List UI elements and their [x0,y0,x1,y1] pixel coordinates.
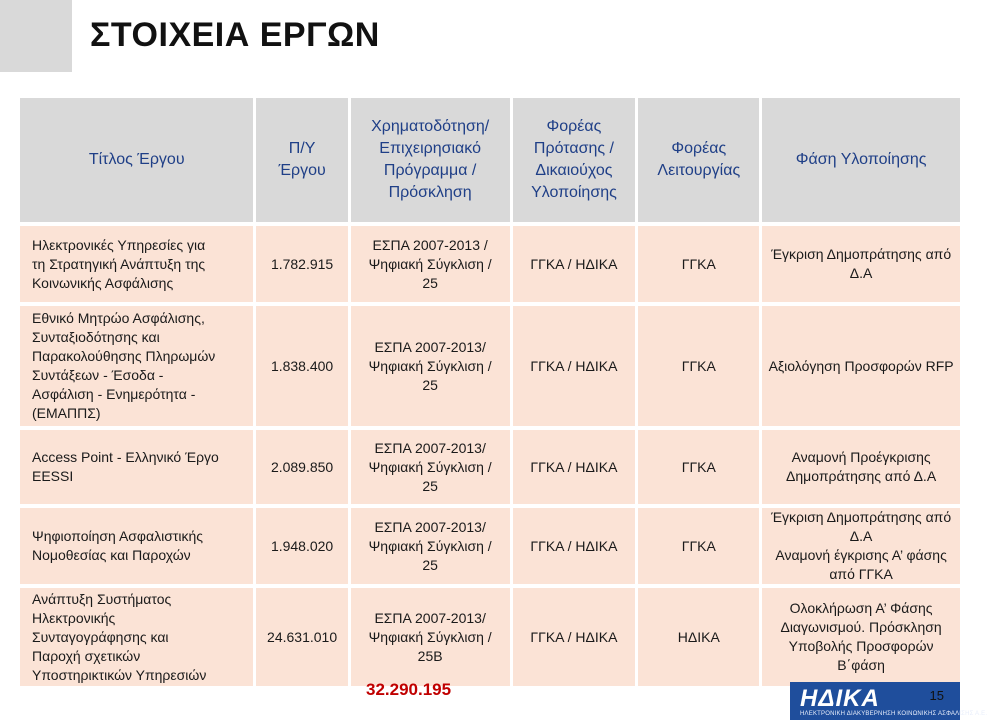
project-title: Ασφάλιση - Ενημερότητα - [32,386,196,402]
project-title: Παροχή σχετικών [32,647,141,664]
header-label: Λειτουργίας [657,162,741,179]
header-label: Φάση Υλοποίησης [795,151,927,168]
project-funding-cell [348,508,510,584]
project-operator-cell [635,306,759,426]
project-funding: 25 [422,477,438,494]
project-operator: ΓΓΚΑ [681,255,716,272]
project-phase-cell [759,508,960,584]
project-title: τη Στρατηγική Ανάπτυξη της [32,255,206,272]
project-budget-cell [253,508,347,584]
header-label: Τίτλος Έργου [88,151,185,168]
table-header-row [20,98,960,222]
project-phase-cell [759,430,960,504]
header-phase [759,98,960,222]
project-phase-cell [759,588,960,686]
project-phase: από ΓΓΚΑ [829,566,893,582]
project-budget: 1.948.020 [270,537,334,554]
project-budget: 1.782.915 [270,255,334,272]
project-phase: Αναμονή έγκρισης Α’ φάσης [775,547,947,563]
table-row [20,588,960,686]
project-proposer-cell [510,508,636,584]
project-funding-cell [348,430,510,504]
project-budget-cell [253,588,347,686]
project-phase: Υποβολής Προσφορών Β΄φάση [788,638,934,673]
project-operator: ΓΓΚΑ [681,537,716,554]
project-phase: Αξιολόγηση Προσφορών RFP [768,357,954,374]
project-phase: Δημοπράτησης από Δ.Α [786,468,937,484]
header-operator [635,98,759,222]
project-title: Συντάξεων - Έσοδα - [32,367,164,383]
header-budget [253,98,347,222]
logo-name: ΗΔΙΚΑ [800,685,880,712]
project-funding-cell [348,306,510,426]
project-operator-cell [635,226,759,302]
logo-subtitle: ΗΛΕΚΤΡΟΝΙΚΗ ΔΙΑΚΥΒΕΡΝΗΣΗ ΚΟΙΝΩΝΙΚΗΣ ΑΣΦΑΛΙΣΗΣ Α.Ε. [800,711,987,717]
project-funding: ΕΣΠΑ 2007-2013 / [372,236,488,253]
project-proposer: ΓΓΚΑ / ΗΔΙΚΑ [530,255,618,272]
project-title-cell [20,508,253,584]
project-budget: 24.631.010 [267,628,338,645]
project-funding: 25 [422,556,438,573]
header-title [20,98,253,222]
project-funding: 25 [422,274,438,291]
project-funding: ΕΣΠΑ 2007-2013/ [374,338,486,355]
header-label: Υλοποίησης [531,184,617,201]
project-title-cell [20,306,253,426]
project-title: Ηλεκτρονικές Υπηρεσίες για [32,236,206,253]
project-funding: Ψηφιακή Σύγκλιση / [368,628,492,645]
project-operator-cell [635,508,759,584]
project-funding: ΕΣΠΑ 2007-2013/ [374,609,486,626]
project-proposer: ΓΓΚΑ / ΗΔΙΚΑ [530,458,618,475]
project-funding: Ψηφιακή Σύγκλιση / [368,255,492,272]
project-operator: ΓΓΚΑ [681,458,716,475]
header-label: Χρηματοδότηση/ [371,118,490,135]
project-budget: 1.838.400 [270,357,334,374]
project-operator: ΗΔΙΚΑ [677,628,720,645]
header-label: Φορέας [671,140,727,157]
project-title: Access Point - Ελληνικό Έργο [32,449,219,465]
project-phase: Έγκριση Δημοπράτησης από Δ.Α [771,246,952,281]
project-funding: Ψηφιακή Σύγκλιση / [368,537,492,554]
project-title: Ηλεκτρονικής [32,609,116,626]
project-phase-cell [759,306,960,426]
project-title: Υποστηρικτικών Υπηρεσιών [32,666,207,683]
header-label: Δικαιούχος [535,162,613,179]
project-proposer: ΓΓΚΑ / ΗΔΙΚΑ [530,357,618,374]
project-title: Κοινωνικής Ασφάλισης [32,274,174,291]
header-proposer [510,98,636,222]
project-proposer-cell [510,588,636,686]
header-label: Επιχειρησιακό [379,140,481,157]
table-row [20,430,960,504]
project-funding: Ψηφιακή Σύγκλιση / [368,458,492,475]
project-budget-cell [253,430,347,504]
project-funding: 25 [422,376,438,393]
corner-decoration [0,0,72,72]
project-title: (ΕΜΑΠΠΣ) [32,405,101,421]
header-label: Πρότασης / [533,140,614,157]
header-label: Π/Υ [288,140,316,157]
table-row [20,508,960,584]
project-phase: Έγκριση Δημοπράτησης από Δ.Α [771,509,952,544]
project-budget: 2.089.850 [270,458,334,475]
project-title-cell [20,430,253,504]
project-title: Εθνικό Μητρώο Ασφάλισης, [32,310,205,326]
project-funding: ΕΣΠΑ 2007-2013/ [374,518,486,535]
project-title: Νομοθεσίας και Παροχών [32,547,191,563]
project-proposer: ΓΓΚΑ / ΗΔΙΚΑ [530,537,618,554]
project-proposer-cell [510,306,636,426]
project-operator-cell [635,430,759,504]
project-operator-cell [635,588,759,686]
project-proposer-cell [510,430,636,504]
projects-table [20,94,960,690]
project-title: Ανάπτυξη Συστήματος [32,590,172,607]
project-title: Συνταξιοδότησης και [32,329,160,345]
project-proposer: ΓΓΚΑ / ΗΔΙΚΑ [530,628,618,645]
project-phase-cell [759,226,960,302]
project-funding: ΕΣΠΑ 2007-2013/ [374,439,486,456]
project-funding-cell [348,226,510,302]
project-title-cell [20,588,253,686]
project-phase: Αναμονή Προέγκρισης [791,449,931,465]
project-budget-cell [253,226,347,302]
slide-title: ΣΤΟΙΧΕΙΑ ΕΡΓΩΝ [90,16,380,54]
header-label: Πρόγραμμα / [383,162,477,179]
table-row [20,306,960,426]
project-title: Συνταγογράφησης και [32,628,169,645]
table-row [20,226,960,302]
budget-total: 32.290.195 [366,680,452,699]
header-funding [348,98,510,222]
page-number: 15 [929,688,944,703]
project-title: EESSI [32,468,74,484]
project-operator: ΓΓΚΑ [681,357,716,374]
project-budget-cell [253,306,347,426]
header-label: Έργου [278,162,326,179]
project-title: Παρακολούθησης Πληρωμών [32,348,216,364]
project-title: Ψηφιοποίηση Ασφαλιστικής [32,528,204,544]
project-funding: 25Β [417,647,443,664]
project-title-cell [20,226,253,302]
header-label: Φορέας [546,118,602,135]
project-phase: Ολοκλήρωση Α’ Φάσης [789,600,933,616]
project-phase: Διαγωνισμού. Πρόσκληση [780,619,942,635]
header-label: Πρόσκληση [388,184,472,201]
project-funding-cell [348,588,510,686]
project-proposer-cell [510,226,636,302]
project-funding: Ψηφιακή Σύγκλιση / [368,357,492,374]
